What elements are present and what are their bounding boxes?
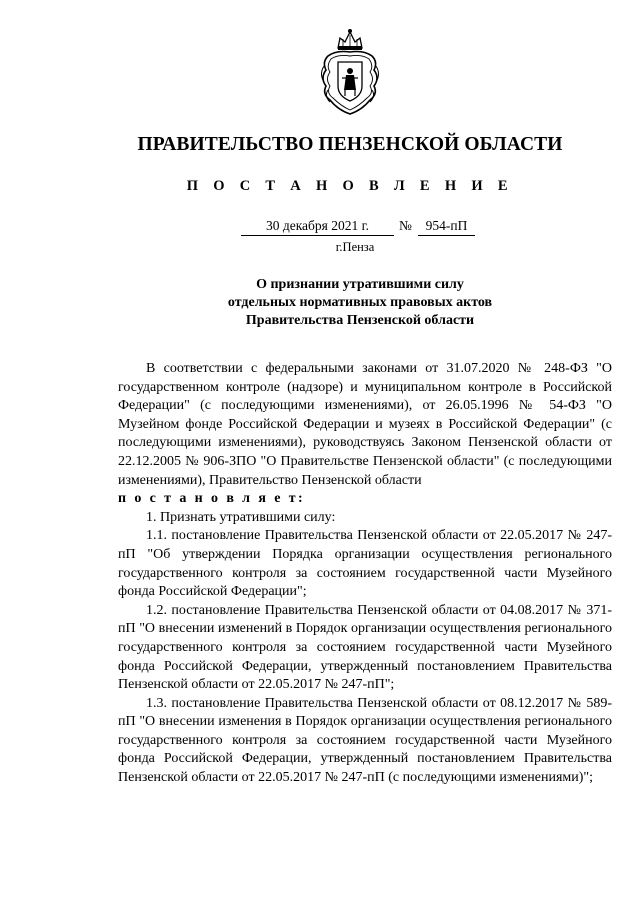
item-1-1: 1.1. постановление Правительства Пензенской области от 22.05.2017 № 247-пП "Об утверждении Порядка организации осуществления регионального государственного контроля за состоянием государственной части Музейного фонда Российской Федерации";	[118, 528, 612, 600]
document-type: П О С Т А Н О В Л Е Н И Е	[186, 178, 514, 194]
item-1-3: 1.3. постановление Правительства Пензенской области от 08.12.2017 № 589-пП "О внесении изменения в Порядок организации осуществления регионального государственного контроля за состоянием государственной части Музейного фонда Российской Федерации, утвержденный постановлением Правительства Пензенской области от 22.05.2017 № 247-пП (с последующими изменениями)";	[118, 695, 612, 786]
government-title: ПРАВИТЕЛЬСТВО ПЕНЗЕНСКОЙ ОБЛАСТИ	[137, 134, 563, 155]
document-number: 954-пП	[418, 218, 475, 236]
preamble-paragraph	[118, 360, 612, 509]
item-1: 1. Признать утратившими силу:	[146, 509, 336, 525]
document-city: г.Пенза	[335, 240, 375, 254]
document-date: 30 декабря 2021 г.	[241, 218, 394, 236]
subject-line: отдельных нормативных правовых актов	[227, 295, 493, 310]
number-sign: №	[399, 218, 412, 233]
subject-line: О признании утратившими силу	[256, 277, 464, 292]
preamble-text: В соответствии с федеральными законами от 31.07.2020 № 248-ФЗ "О государственном контроле (надзоре) и муниципальном контроле в Российской Федерации" (с последующими изменениями), от 26.05.1996 № 54-ФЗ "О Музейном фонде Российской Федерации и музеях в Российской Федерации" (с последующими изменениями), руководствуясь Законом Пензенской области от 22.12.2005 № 906-ЗПО "О Правительстве Пензенской области" (с последующими изменениями), Правительство Пензенской области	[118, 361, 612, 488]
item-1-2: 1.2. постановление Правительства Пензенской области от 04.08.2017 № 371-пП "О внесении изменений в Порядок организации осуществления регионального государственного контроля за состоянием государственной части Музейного фонда Российской Федерации, утвержденный постановлением Правительства Пензенской области от 22.05.2017 № 247-пП";	[118, 602, 612, 693]
document-subject	[180, 276, 540, 330]
document-body	[118, 360, 612, 788]
subject-line: Правительства Пензенской области	[245, 313, 475, 328]
decree-word: п о с т а н о в л я е т:	[118, 491, 306, 507]
coat-of-arms-icon	[316, 26, 384, 116]
